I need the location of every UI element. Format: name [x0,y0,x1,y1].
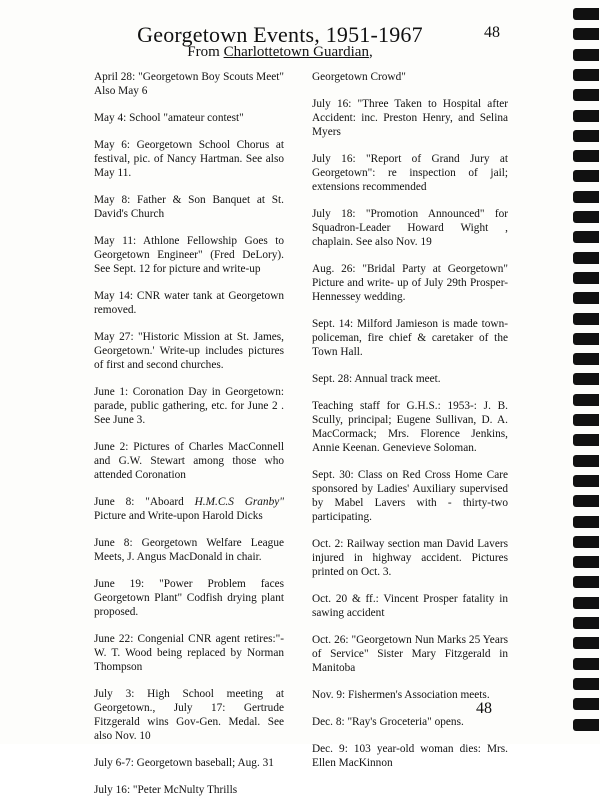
binding-coil [573,373,599,385]
entry: May 27: "Historic Mission at St. James, Georgetown.' Write-up includes pictures of first and second churches. [94,331,284,371]
binding-coil [573,455,599,467]
binding-coil [573,698,599,710]
binding-coil [573,536,599,548]
binding-coil [573,597,599,609]
page-subtitle [0,44,560,61]
binding-coil [573,252,599,264]
binding-coil [573,394,599,406]
binding-coil [573,516,599,528]
binding-coil [573,414,599,426]
binding-coil [573,333,599,345]
binding-coil [573,313,599,325]
entry-granby-start: June 8: "Aboard [94,496,195,508]
binding-coil [573,637,599,649]
entry: Sept. 30: Class on Red Cross Home Care sponsored by Ladies' Auxiliary supervised by Mabel Lavers with - thirty-two participating. [312,469,508,523]
binding-coil [573,617,599,629]
entry: May 11: Athlone Fellowship Goes to Georgetown Engineer" (Fred DeLory). See Sept. 12 for picture and write-up [94,235,284,275]
entry: July 3: High School meeting at Georgetown., July 17: Gertrude Fitzgerald wins Gov-Gen. Medal. See also Nov. 10 [94,688,284,742]
entry: June 22: Congenial CNR agent retires:"- W. T. Wood being replaced by Norman Thompson [94,633,284,673]
binding-coil [573,89,599,101]
binding-coil [573,434,599,446]
entry-granby-ship: H.M.C.S Granby" [194,496,284,508]
entry: May 4: School "amateur contest" [94,112,244,124]
entry: June 19: "Power Problem faces Georgetown Plant" Codfish drying plant proposed. [94,578,284,618]
entry: Nov. 9: Fishermen's Association meets. [312,689,490,701]
binding-coil [573,69,599,81]
binding-coil [573,170,599,182]
right-column [312,70,508,783]
binding-coil [573,576,599,588]
subtitle-source: Charlottetown Guardian [223,44,369,60]
entry: Georgetown Crowd" [312,71,406,83]
binding-coil [573,272,599,284]
binding-coil [573,211,599,223]
entry: July 16: "Report of Grand Jury at Georgetown": re inspection of jail; extensions recommended [312,153,508,193]
entry: Sept. 28: Annual track meet. [312,373,441,385]
entry: June 1: Coronation Day in Georgetown: parade, public gathering, etc. for June 2 . See June 3. [94,386,284,426]
binding-coil [573,8,599,20]
binding-coil [573,475,599,487]
subtitle-prefix: From [187,44,224,60]
entry: Dec. 9: 103 year-old woman dies: Mrs. Ellen MacKinnon [312,743,508,769]
binding-coil [573,292,599,304]
binding-coil [573,495,599,507]
spiral-binding [565,0,600,744]
entry-granby [94,495,284,523]
entry: Aug. 26: "Bridal Party at Georgetown" Picture and write- up of July 29th Prosper-Hennessey wedding. [312,263,508,303]
subtitle-suffix: , [368,44,373,60]
entry: June 8: Georgetown Welfare League Meets, J. Angus MacDonald in chair. [94,537,284,563]
entry: July 18: "Promotion Announced" for Squadron-Leader Howard Wight , chaplain. See also Nov. 19 [312,208,508,248]
binding-coil [573,110,599,122]
entry: Oct. 2: Railway section man David Lavers injured in highway accident. Pictures printed on Oct. 3. [312,538,508,578]
entry: May 8: Father & Son Banquet at St. David's Church [94,194,284,220]
entry: April 28: "Georgetown Boy Scouts Meet" Also May 6 [94,71,284,97]
left-column [94,70,284,810]
binding-coil [573,678,599,690]
entry: Oct. 20 & ff.: Vincent Prosper fatality in sawing accident [312,593,508,619]
entry: May 6: Georgetown School Chorus at festival, pic. of Nancy Hartman. See also May 11. [94,139,284,179]
page-number-bottom: 48 [476,700,492,717]
entry: Oct. 26: "Georgetown Nun Marks 25 Years of Service" Sister Mary Fitzgerald in Manitoba [312,634,508,674]
entry: Teaching staff for G.H.S.: 1953-: J. B. Scully, principal; Eugene Sullivan, D. A. MacCormack; Mrs. Florence Jenkins, Annie Keenan. Genevieve Soloman. [312,400,508,454]
entry: July 16: "Three Taken to Hospital after Accident: inc. Preston Henry, and Selina Myers [312,98,508,138]
entry: Sept. 14: Milford Jamieson is made town-policeman, fire chief & caretaker of the Town Hall. [312,318,508,358]
entry: May 14: CNR water tank at Georgetown removed. [94,290,284,316]
entry: Dec. 8: "Ray's Groceteria" opens. [312,716,464,728]
binding-coil [573,130,599,142]
binding-coil [573,28,599,40]
binding-coil [573,556,599,568]
entry: July 6-7: Georgetown baseball; Aug. 31 [94,757,274,769]
binding-coil [573,191,599,203]
page-title: Georgetown Events, 1951-1967 [137,22,423,47]
entry: July 16: "Peter McNulty Thrills [94,784,238,796]
binding-coil [573,658,599,670]
binding-coil [573,353,599,365]
entry: June 2: Pictures of Charles MacConnell and G.W. Stewart among those who attended Coronation [94,441,284,481]
entry-granby-end: Picture and Write-upon Harold Dicks [94,510,263,522]
binding-coil [573,49,599,61]
binding-coil [573,150,599,162]
binding-coil [573,719,599,731]
page-number-top: 48 [484,24,500,41]
binding-coil [573,231,599,243]
